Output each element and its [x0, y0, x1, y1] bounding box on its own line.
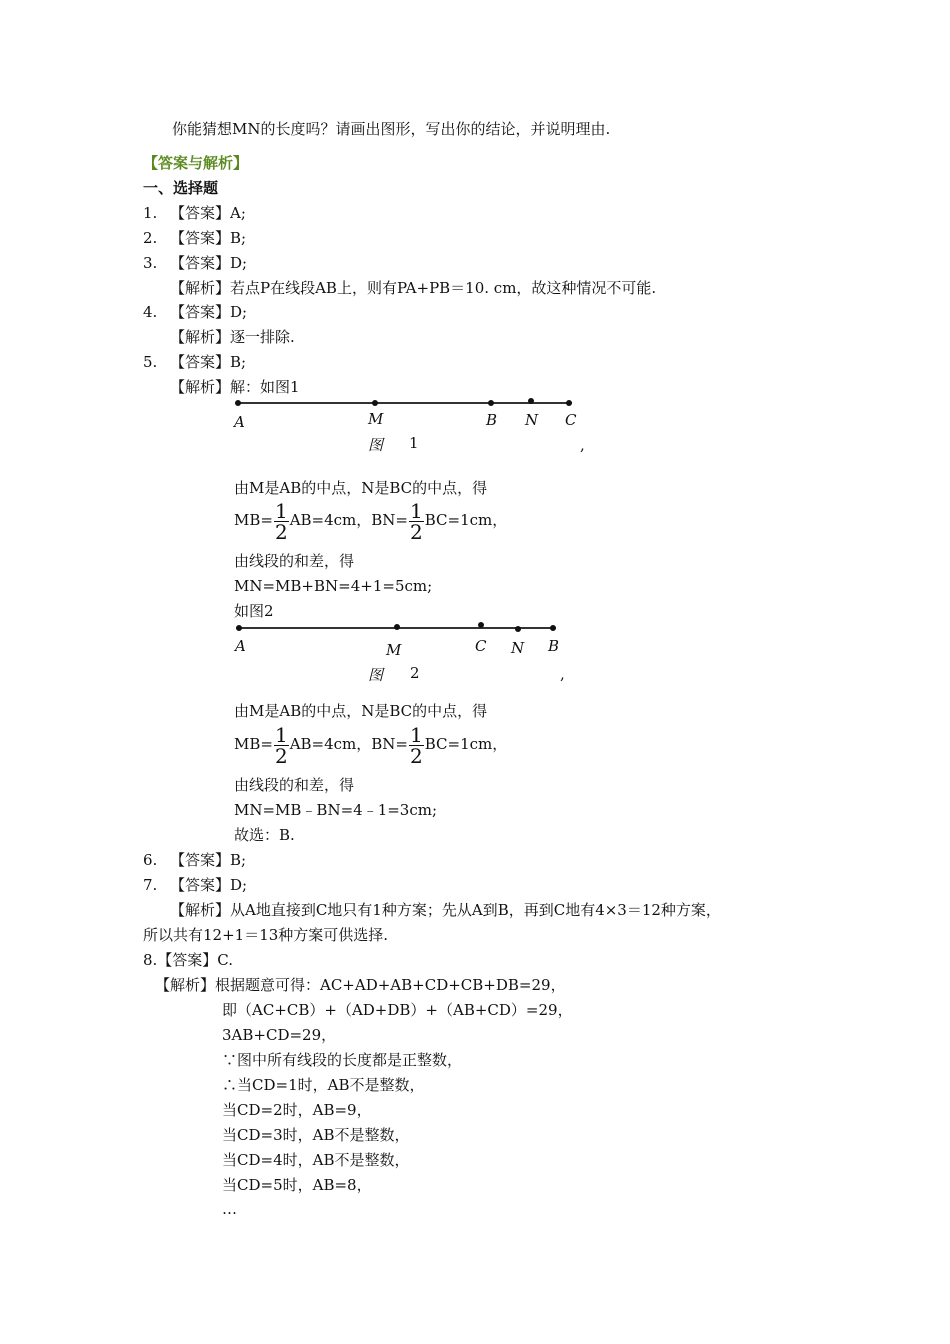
figure-2-intro: 如图2 [234, 602, 274, 620]
point-n [528, 398, 534, 404]
q3-analysis: 【解析】若点P在线段AB上，则有PA+PB＝10. cm，故这种情况不可能. [170, 279, 657, 297]
q1-number: 1. [143, 204, 158, 222]
figure-2-caption-number: 2 [410, 664, 420, 682]
point-a [235, 400, 241, 406]
q8-answer: 8.【答案】C. [143, 951, 234, 969]
case1-line1: 由M是AB的中点，N是BC的中点，得 [234, 479, 488, 497]
case1-fraction-2: $\frac{1}{2}$ [410, 498, 423, 544]
q5-number: 5. [143, 353, 158, 371]
case2-line3: 由线段的和差，得 [234, 776, 355, 794]
point-a [236, 625, 242, 631]
q8-step: 3AB+CD=29， [222, 1026, 337, 1044]
point-c [478, 622, 484, 628]
case2-mb: MB= [234, 735, 273, 753]
point-n [515, 626, 521, 632]
case1-line4: MN=MB+BN=4+1=5cm; [234, 577, 433, 595]
figure-2-caption: 图 [368, 666, 384, 684]
figure-1 [232, 396, 592, 458]
q7-number: 7. [143, 876, 158, 894]
label-a: A [235, 637, 246, 655]
q4-answer: 【答案】D; [170, 303, 248, 321]
case2-formula [234, 724, 507, 766]
q6-number: 6. [143, 851, 158, 869]
case1-mb-tail: AB=4cm，BN= [289, 511, 408, 529]
q8-step: 当CD=3时，AB不是整数， [222, 1126, 410, 1144]
point-c [566, 400, 572, 406]
label-a: A [234, 413, 245, 431]
case1-fraction-1: $\frac{1}{2}$ [274, 498, 288, 544]
q8-analysis: 【解析】根据题意可得：AC+AD+AB+CD+CB+DB=29， [155, 976, 566, 994]
q3-answer: 【答案】D; [170, 254, 248, 272]
q6-answer: 【答案】B; [170, 851, 247, 869]
q2-number: 2. [143, 229, 158, 247]
label-n: N [525, 411, 539, 429]
figure-1-comma: , [580, 436, 585, 454]
case2-line1: 由M是AB的中点，N是BC的中点，得 [234, 702, 488, 720]
q8-step: 即（AC+CB）+（AD+DB）+（AB+CD）=29， [222, 1001, 573, 1019]
q8-step: 当CD=4时，AB不是整数， [222, 1151, 410, 1169]
case1-mb: MB= [234, 511, 273, 529]
point-m [394, 624, 400, 630]
case2-fraction-2: $\frac{1}{2}$ [410, 722, 423, 768]
label-c: C [565, 411, 577, 429]
q4-analysis: 【解析】逐一排除. [170, 328, 295, 346]
q8-step: 当CD=2时，AB=9， [222, 1101, 372, 1119]
intro-question: 你能猜想MN的长度吗？请画出图形，写出你的结论，并说明理由. [172, 120, 611, 138]
case2-conclusion: 故选：B. [234, 826, 295, 844]
figure-2-comma: , [560, 665, 565, 683]
q8-step: … [222, 1200, 237, 1218]
part-title: 一、选择题 [143, 179, 219, 197]
point-b [488, 400, 494, 406]
label-b: B [486, 411, 498, 429]
q2-answer: 【答案】B; [170, 229, 247, 247]
q8-step: ∴当CD=1时，AB不是整数， [222, 1076, 425, 1094]
label-c: C [475, 637, 487, 655]
q7-analysis-line1: 【解析】从A地直接到C地只有1种方案；先从A到B，再到C地有4×3＝12种方案， [170, 901, 721, 919]
point-b [550, 625, 556, 631]
label-m: M [368, 410, 384, 428]
q4-number: 4. [143, 303, 158, 321]
case1-bn-tail: BC=1cm， [424, 511, 508, 529]
case2-line4: MN=MB﹣BN=4﹣1=3cm; [234, 801, 438, 819]
q8-step: ∵图中所有线段的长度都是正整数， [222, 1051, 463, 1069]
q7-answer: 【答案】D; [170, 876, 248, 894]
q8-step: 当CD=5时，AB=8， [222, 1176, 372, 1194]
q5-answer: 【答案】B; [170, 353, 247, 371]
case1-line3: 由线段的和差，得 [234, 552, 355, 570]
case1-formula [234, 500, 507, 542]
case2-mb-tail: AB=4cm，BN= [289, 735, 408, 753]
label-n: N [511, 639, 525, 657]
q7-analysis-line2: 所以共有12+1＝13种方案可供选择. [143, 926, 389, 944]
figure-1-caption: 图 [368, 436, 384, 454]
q1-answer: 【答案】A; [170, 204, 246, 222]
answer-section-title: 【答案与解析】 [143, 154, 249, 172]
figure-1-caption-number: 1 [409, 434, 419, 452]
q3-number: 3. [143, 254, 158, 272]
segment-line [236, 402, 572, 404]
label-m: M [386, 641, 402, 659]
figure-2 [232, 620, 582, 684]
case2-fraction-1: $\frac{1}{2}$ [274, 722, 288, 768]
case2-bn-tail: BC=1cm， [424, 735, 508, 753]
label-b: B [548, 637, 560, 655]
point-m [372, 400, 378, 406]
q5-analysis: 【解析】解：如图1 [170, 378, 300, 396]
